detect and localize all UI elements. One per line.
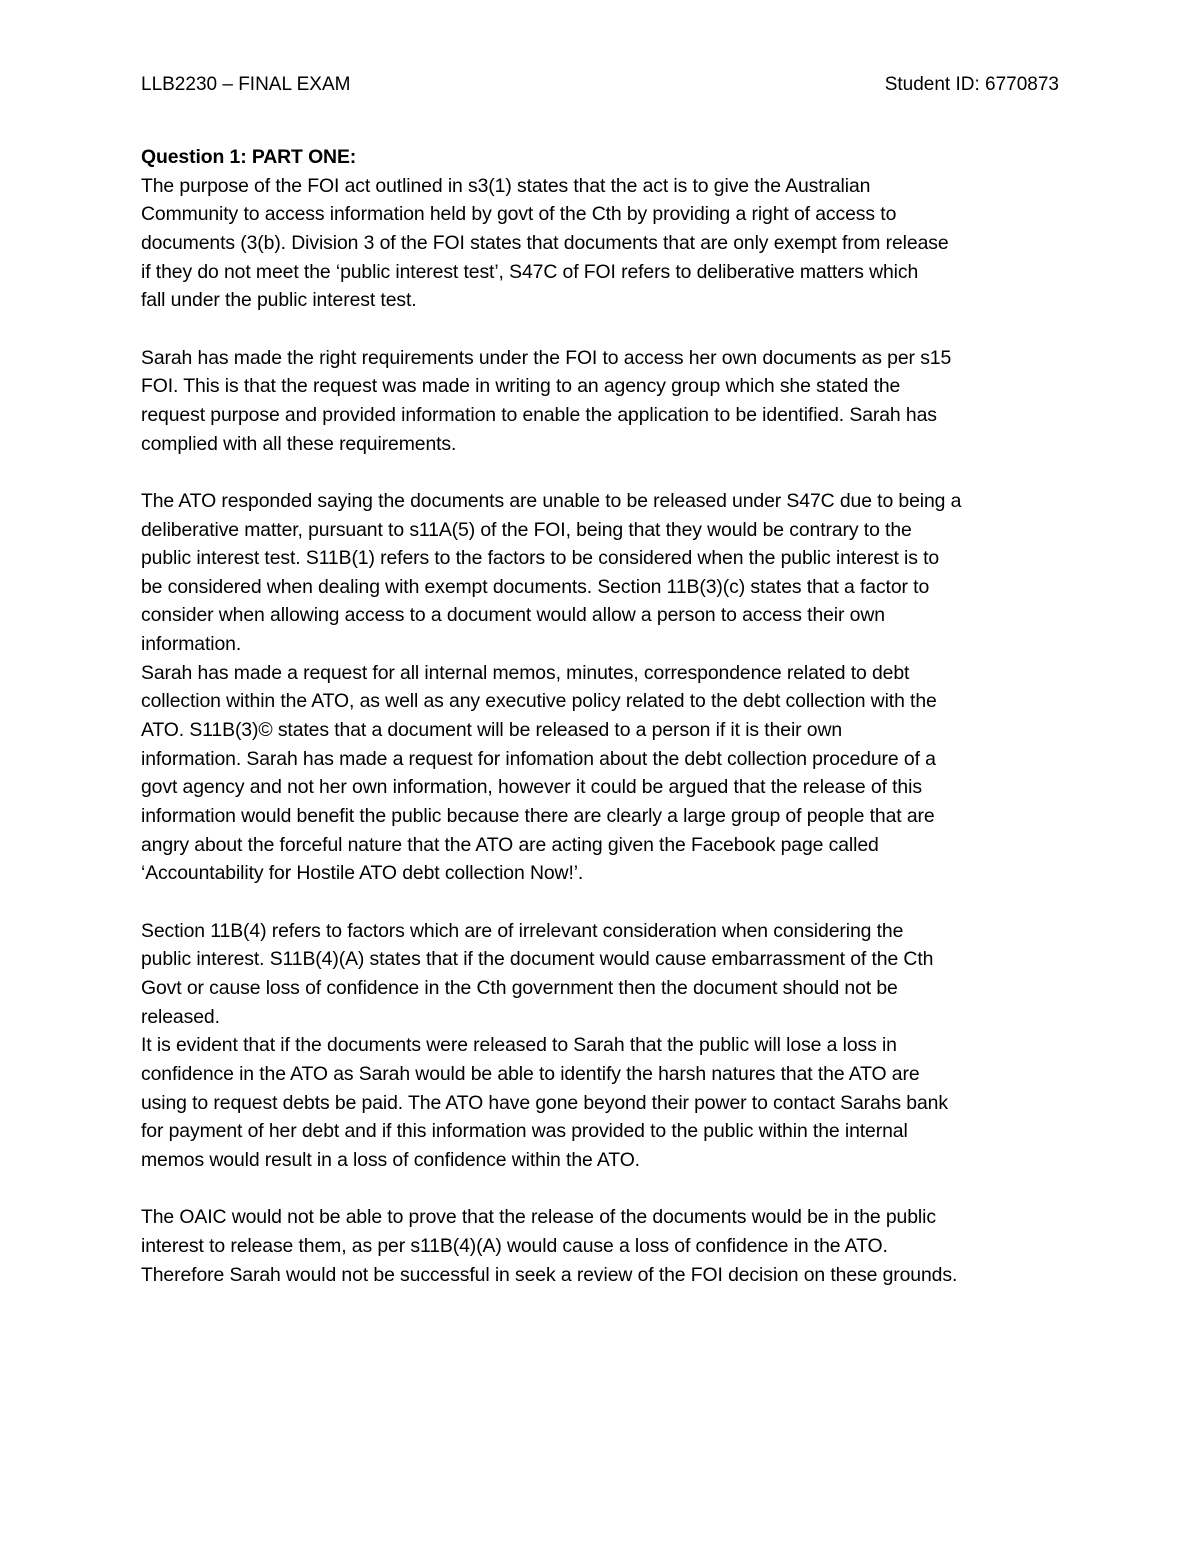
- course-exam-title: LLB2230 – FINAL EXAM: [141, 74, 351, 95]
- text-line: complied with all these requirements.: [141, 432, 457, 455]
- text-line: Section 11B(4) refers to factors which are of irrelevant consideration when considering the: [141, 919, 904, 942]
- text-line: Govt or cause loss of confidence in the Cth government then the document should not be: [141, 976, 898, 999]
- text-line: if they do not meet the ‘public interest test’, S47C of FOI refers to deliberative matters which: [141, 260, 919, 283]
- text-line: be considered when dealing with exempt documents. Section 11B(3)(c) states that a factor to: [141, 575, 930, 598]
- paragraph-request-requirements: [141, 344, 1071, 459]
- text-line: using to request debts be paid. The ATO have gone beyond their power to contact Sarahs bank: [141, 1091, 948, 1114]
- text-line: interest to release them, as per s11B(4)(A) would cause a loss of confidence in the ATO.: [141, 1234, 888, 1257]
- student-id: Student ID: 6770873: [884, 74, 1059, 95]
- text-line: angry about the forceful nature that the ATO are acting given the Facebook page called: [141, 833, 879, 856]
- text-line: govt agency and not her own information, however it could be argued that the release of this: [141, 776, 922, 799]
- text-line: information.: [141, 633, 242, 656]
- text-line: FOI. This is that the request was made in writing to an agency group which she stated the: [141, 375, 901, 398]
- text-line: for payment of her debt and if this information was provided to the public within the internal: [141, 1120, 908, 1143]
- text-line: fall under the public interest test.: [141, 289, 417, 312]
- text-line: released.: [141, 1005, 220, 1028]
- text-line: Sarah has made the right requirements under the FOI to access her own documents as per s15: [141, 346, 952, 369]
- text-line: documents (3(b). Division 3 of the FOI states that documents that are only exempt from release: [141, 231, 949, 254]
- text-line: The OAIC would not be able to prove that the release of the documents would be in the public: [141, 1206, 936, 1229]
- document-body: [141, 143, 1071, 1289]
- text-line: public interest test. S11B(1) refers to the factors to be considered when the public interest is to: [141, 547, 940, 570]
- text-line: It is evident that if the documents were released to Sarah that the public will lose a loss in: [141, 1034, 897, 1057]
- text-line: The purpose of the FOI act outlined in s3(1) states that the act is to give the Australian: [141, 174, 871, 197]
- question-heading: Question 1: PART ONE:: [141, 146, 357, 168]
- paragraph-spacer: [141, 315, 1071, 344]
- paragraph-spacer: [141, 888, 1071, 917]
- text-line: confidence in the ATO as Sarah would be able to identify the harsh natures that the ATO are: [141, 1062, 920, 1085]
- paragraph-conclusion: [141, 1203, 1071, 1289]
- text-line: ATO. S11B(3)© states that a document will be released to a person if it is their own: [141, 719, 843, 742]
- paragraph-foi-purpose: [141, 172, 1071, 315]
- text-line: public interest. S11B(4)(A) states that if the document would cause embarrassment of the Cth: [141, 948, 934, 971]
- paragraph-spacer: [141, 1175, 1071, 1204]
- text-line: collection within the ATO, as well as any executive policy related to the debt collection with the: [141, 690, 937, 713]
- text-line: information would benefit the public because there are clearly a large group of people that are: [141, 805, 935, 828]
- paragraph-ato-response: [141, 487, 1071, 888]
- page-header: [141, 72, 1059, 98]
- text-line: information. Sarah has made a request for infomation about the debt collection procedure of a: [141, 747, 936, 770]
- text-line: consider when allowing access to a document would allow a person to access their own: [141, 604, 885, 627]
- text-line: The ATO responded saying the documents are unable to be released under S47C due to being a: [141, 489, 962, 512]
- text-line: memos would result in a loss of confidence within the ATO.: [141, 1148, 640, 1171]
- paragraph-irrelevant-factors: [141, 917, 1071, 1175]
- text-line: deliberative matter, pursuant to s11A(5) of the FOI, being that they would be contrary to the: [141, 518, 912, 541]
- text-line: Therefore Sarah would not be successful in seek a review of the FOI decision on these grounds.: [141, 1263, 958, 1286]
- text-line: Community to access information held by govt of the Cth by providing a right of access to: [141, 203, 897, 226]
- paragraph-spacer: [141, 458, 1071, 487]
- text-line: Sarah has made a request for all internal memos, minutes, correspondence related to debt: [141, 661, 910, 684]
- text-line: request purpose and provided information to enable the application to be identified. Sarah has: [141, 403, 937, 426]
- text-line: ‘Accountability for Hostile ATO debt collection Now!’.: [141, 862, 584, 885]
